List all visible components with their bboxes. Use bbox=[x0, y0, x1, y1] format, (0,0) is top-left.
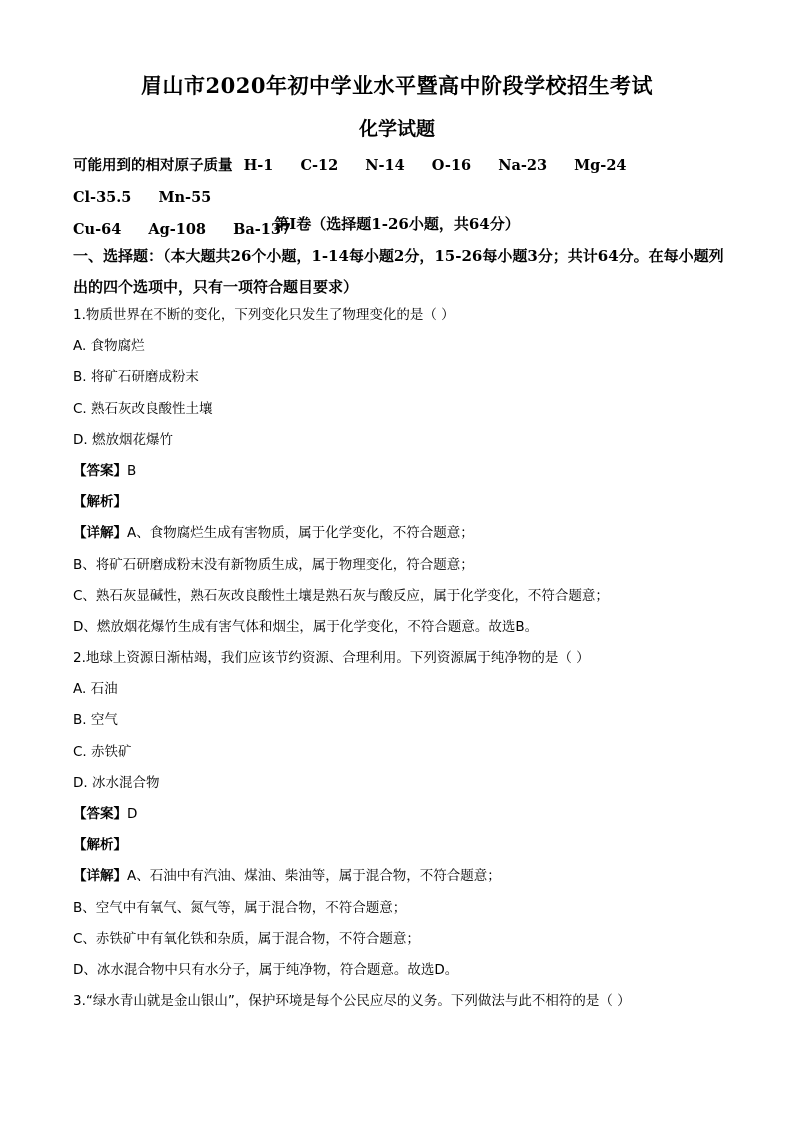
section-instructions: 一、选择题：（本大题共26个小题，1-14每小题2分，15-26每小题3分；共计64分。在每小题列出的四个选项中，只有一项符合题目要求） bbox=[73, 247, 724, 296]
atomic-mass-item: Na-23 bbox=[498, 157, 548, 174]
analysis-tag: 【解析】 bbox=[73, 494, 127, 511]
detail-tag: 【详解】 bbox=[73, 868, 127, 885]
question-2-stem: 2.地球上资源日渐枯竭，我们应该节约资源、合理利用。下列资源属于纯净物的是（ ） bbox=[73, 650, 590, 667]
answer-value: D bbox=[127, 806, 138, 822]
question-2-detail bbox=[73, 861, 733, 892]
page-subtitle: 化学试题 bbox=[358, 118, 435, 140]
atomic-mass-item: O-16 bbox=[431, 157, 472, 174]
question-2-detail-line: D、冰水混合物中只有水分子，属于纯净物，符合题意。故选D。 bbox=[73, 961, 459, 978]
question-2-detail-line: C、赤铁矿中有氧化铁和杂质，属于混合物，不符合题意； bbox=[73, 930, 420, 947]
answer-tag: 【答案】 bbox=[73, 806, 127, 822]
question-1-detail bbox=[73, 518, 733, 549]
answer-tag: 【答案】 bbox=[73, 462, 127, 479]
question-1-detail-line: C、熟石灰显碱性，熟石灰改良酸性土壤是熟石灰与酸反应，属于化学变化，不符合题意； bbox=[73, 587, 609, 604]
atomic-mass-item: Cu-64 bbox=[73, 221, 122, 238]
atomic-mass-item: Ag-108 bbox=[148, 221, 207, 238]
question-1-option-d: D. 燃放烟花爆竹 bbox=[73, 431, 173, 448]
question-2-detail-line: B、空气中有氧气、氮气等，属于混合物，不符合题意； bbox=[73, 899, 407, 916]
question-1-option-a: A. 食物腐烂 bbox=[73, 338, 145, 355]
atomic-mass-item: H-1 bbox=[243, 157, 274, 174]
question-2-analysis bbox=[73, 830, 733, 861]
question-2-option-c: C. 赤铁矿 bbox=[73, 743, 132, 760]
page-title: 眉山市2020年初中学业水平暨高中阶段学校招生考试 bbox=[141, 73, 653, 98]
question-1-analysis bbox=[73, 487, 733, 518]
question-1-option-b: B. 将矿石研磨成粉末 bbox=[73, 369, 199, 386]
atomic-mass-item: Mg-24 bbox=[574, 157, 627, 174]
atomic-masses-label: 可能用到的相对原子质量 bbox=[73, 157, 233, 174]
question-1-detail-line: B、将矿石研磨成粉末没有新物质生成，属于物理变化，符合题意； bbox=[73, 556, 474, 573]
detail-text: A、食物腐烂生成有害物质，属于化学变化，不符合题意； bbox=[127, 525, 474, 542]
atomic-mass-item: N-14 bbox=[365, 157, 405, 174]
atomic-mass-item: Cl-35.5 bbox=[73, 189, 132, 206]
answer-value: B bbox=[127, 462, 137, 479]
detail-text: A、石油中有汽油、煤油、柴油等，属于混合物，不符合题意； bbox=[127, 868, 501, 885]
question-1-option-c: C. 熟石灰改良酸性土壤 bbox=[73, 400, 213, 417]
atomic-mass-item: Mn-55 bbox=[158, 189, 212, 206]
question-2-option-d: D. 冰水混合物 bbox=[73, 774, 160, 791]
atomic-mass-item: Ba-137 bbox=[233, 221, 292, 238]
section-heading: 第Ⅰ卷（选择题1-26小题，共64分） bbox=[274, 215, 520, 233]
question-2-answer bbox=[73, 799, 733, 830]
question-1-answer bbox=[73, 456, 733, 487]
questions-body bbox=[73, 300, 733, 1017]
analysis-tag: 【解析】 bbox=[73, 837, 127, 854]
question-2-option-b: B. 空气 bbox=[73, 712, 118, 729]
question-1-stem: 1.物质世界在不断的变化，下列变化只发生了物理变化的是（ ） bbox=[73, 307, 455, 323]
question-3-stem: 3.“绿水青山就是金山银山”，保护环境是每个公民应尽的义务。下列做法与此不相符的是（ ） bbox=[73, 993, 631, 1010]
question-2-option-a: A. 石油 bbox=[73, 681, 118, 698]
atomic-mass-item: C-12 bbox=[300, 157, 339, 174]
question-1-detail-line: D、燃放烟花爆竹生成有害气体和烟尘，属于化学变化，不符合题意。故选B。 bbox=[73, 618, 539, 635]
detail-tag: 【详解】 bbox=[73, 525, 127, 542]
